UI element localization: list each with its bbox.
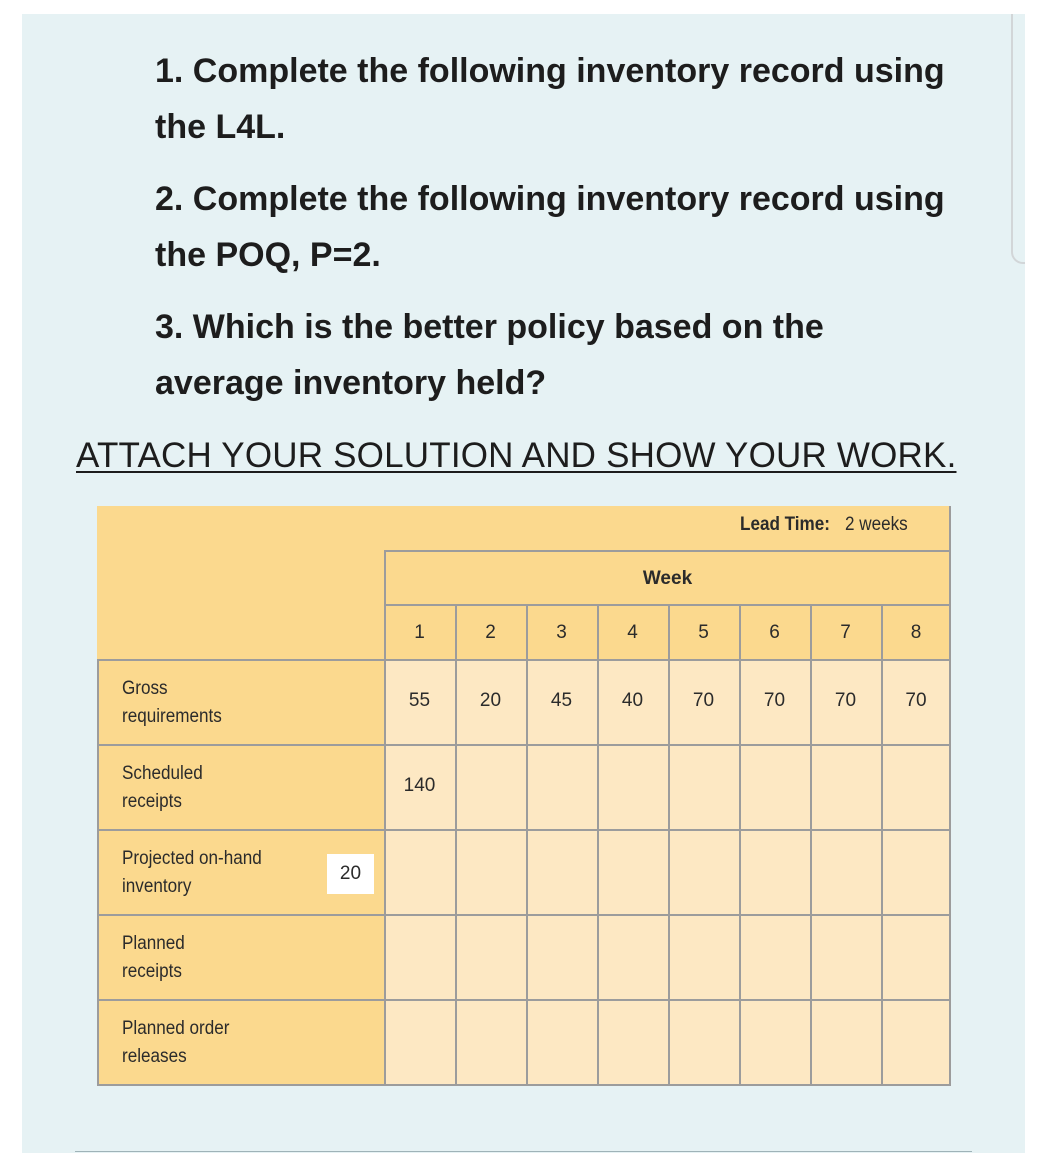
- question-2: 2. Complete the following inventory record using the POQ, P=2.: [155, 180, 945, 274]
- record-cell: [598, 830, 668, 914]
- week-number: 2: [485, 622, 496, 643]
- row-label: Planned receipts: [122, 933, 185, 982]
- grid-line: [97, 829, 951, 831]
- record-cell: [740, 915, 810, 999]
- record-cell: [811, 1000, 881, 1084]
- record-value: 70: [692, 690, 715, 711]
- row-label: Scheduled receipts: [122, 763, 203, 812]
- record-cell: [669, 745, 739, 829]
- record-cell: [740, 830, 810, 914]
- grid-line: [668, 604, 670, 1084]
- record-cell: [456, 1000, 526, 1084]
- record-value: 55: [408, 690, 431, 711]
- record-cell: [456, 915, 526, 999]
- record-cell: [456, 745, 526, 829]
- record-value: 70: [905, 690, 927, 711]
- record-cell: [527, 1000, 597, 1084]
- record-cell: [882, 830, 951, 914]
- grid-line: [97, 659, 951, 661]
- record-cell: [669, 1000, 739, 1084]
- divider: [75, 1151, 972, 1152]
- grid-line: [597, 604, 599, 1084]
- grid-line: [97, 999, 951, 1001]
- record-cell: [598, 915, 668, 999]
- record-cell: [882, 745, 951, 829]
- record-value: 140: [403, 775, 436, 796]
- week-number: 8: [910, 622, 922, 643]
- record-cell: [811, 915, 881, 999]
- lead-time-value: 2 weeks: [845, 514, 908, 535]
- record-value: 70: [834, 690, 857, 711]
- grid-line: [97, 1084, 951, 1086]
- grid-line: [810, 604, 812, 1084]
- initial-inventory-box: 20: [327, 854, 374, 894]
- record-cell: [385, 830, 455, 914]
- grid-line: [97, 914, 951, 916]
- record-value: 70: [763, 690, 786, 711]
- lead-time-label: Lead Time:: [740, 514, 830, 535]
- record-cell: [527, 745, 597, 829]
- record-cell: [669, 830, 739, 914]
- record-cell: [811, 745, 881, 829]
- week-number: 3: [556, 622, 567, 643]
- week-number: 4: [627, 622, 638, 643]
- grid-line: [97, 744, 951, 746]
- record-cell: [740, 1000, 810, 1084]
- record-value: 40: [621, 690, 644, 711]
- row-label: Projected on-hand inventory: [122, 848, 262, 897]
- record-cell: [598, 1000, 668, 1084]
- question-3: 3. Which is the better policy based on the average inventory held?: [155, 308, 824, 402]
- record-cell: [740, 745, 810, 829]
- week-number: 6: [769, 622, 780, 643]
- record-cell: [811, 830, 881, 914]
- record-cell: [882, 915, 951, 999]
- row-label: Gross requirements: [122, 678, 222, 727]
- instruction-heading: ATTACH YOUR SOLUTION AND SHOW YOUR WORK.: [76, 436, 957, 475]
- grid-line: [881, 604, 883, 1084]
- grid-line: [739, 604, 741, 1084]
- week-header: Week: [642, 568, 693, 589]
- week-number: 5: [698, 622, 709, 643]
- grid-line: [526, 604, 528, 1084]
- inventory-record-table: [97, 506, 951, 1086]
- record-cell: [456, 830, 526, 914]
- record-cell: [669, 915, 739, 999]
- grid-line: [97, 659, 99, 1086]
- record-cell: [385, 1000, 455, 1084]
- record-cell: [882, 1000, 951, 1084]
- grid-line: [455, 604, 457, 1084]
- grid-line: [949, 506, 951, 1086]
- week-number: 7: [840, 622, 851, 643]
- record-cell: [385, 915, 455, 999]
- record-value: 45: [550, 690, 573, 711]
- record-value: 20: [479, 690, 502, 711]
- record-cell: [527, 830, 597, 914]
- row-label: Planned order releases: [122, 1018, 230, 1067]
- record-cell: [527, 915, 597, 999]
- week-number: 1: [414, 622, 425, 643]
- record-cell: [598, 745, 668, 829]
- page-edge-decoration: [1011, 14, 1025, 264]
- grid-line: [384, 550, 951, 552]
- question-1: 1. Complete the following inventory record using the L4L.: [155, 52, 945, 146]
